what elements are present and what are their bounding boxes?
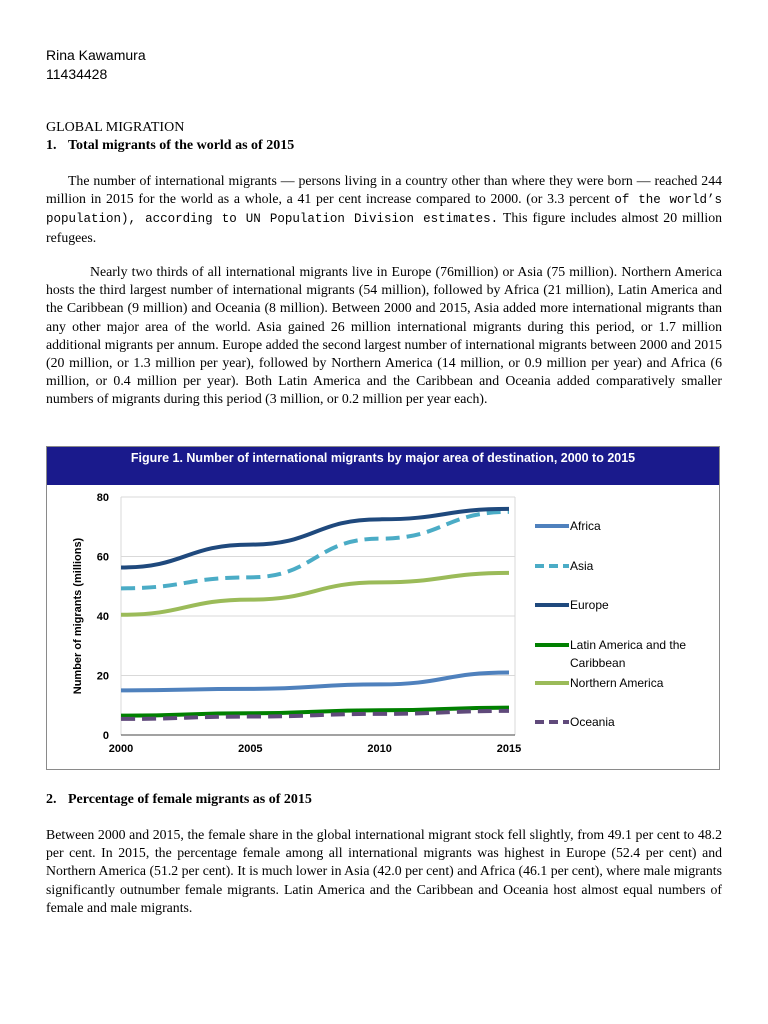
section2-number: 2. <box>46 792 57 807</box>
section1-number: 1. <box>46 138 57 153</box>
line-chart <box>47 485 719 769</box>
section1-paragraph1 <box>46 172 722 247</box>
y-tick-label: 20 <box>96 670 109 683</box>
y-tick-label: 0 <box>102 730 109 742</box>
section1-title: Total migrants of the world as of 2015 <box>68 138 295 153</box>
legend-label-line1: Latin America and the <box>570 638 687 652</box>
x-tick-label: 2005 <box>238 743 263 755</box>
author-block <box>46 46 146 84</box>
section2-paragraph: Between 2000 and 2015, the female share in the global international migrant stock fell slightly, from 49.1 per cent to 48.2 per cent. In 2015, the percentage female among all international migrants was highest in Europe (52.4 per cent) and Northern America (51.2 per cent). It is much lower in Asia (42.0 per cent) and Africa (46.1 per cent), where male migrants significantly outnumber female migrants. Latin America and the Caribbean and Oceania host almost equal numbers of female and male migrants. <box>46 827 722 915</box>
legend-label-line2: Caribbean <box>570 656 626 670</box>
y-tick-label: 60 <box>96 551 109 564</box>
legend-label: Northern America <box>570 676 664 690</box>
x-tick-label: 2000 <box>108 743 134 755</box>
legend-label: Oceania <box>570 715 615 729</box>
paragraph1-text: The number of international migrants — persons living in a country other than where they were born — reached 244 million in 2015 for the world as a whole, a 41 per cent increase compared to 2000. (or 3.3 percent <box>46 173 722 207</box>
section1-heading <box>46 137 294 155</box>
legend-label <box>570 638 686 670</box>
legend-label: Europe <box>570 598 609 612</box>
figure-title: Figure 1. Number of international migrants by major area of destination, 2000 to 2015 <box>130 451 636 465</box>
paragraph1-end-text: This figure includes almost 20 million refugees. <box>46 210 723 245</box>
x-tick-label: 2015 <box>496 743 522 755</box>
series-line-northern-america <box>121 573 509 615</box>
section2-title: Percentage of female migrants as of 2015 <box>68 792 312 807</box>
y-axis-label: Number of migrants (millions) <box>72 537 84 695</box>
y-tick-label: 40 <box>96 611 109 623</box>
author-name: Rina Kawamura <box>46 47 146 63</box>
legend-label: Asia <box>570 559 594 573</box>
x-tick-label: 2010 <box>367 743 392 755</box>
section2-heading <box>46 791 312 809</box>
y-tick-label: 80 <box>96 492 109 504</box>
figure-title-banner <box>47 447 719 485</box>
legend-label: Africa <box>570 519 601 533</box>
section1-paragraph2: Nearly two thirds of all international migrants live in Europe (76million) or Asia (75 million). Northern America hosts the third largest number of international migrants (54 million), followed by Africa (21 million), Latin America and the Caribbean (9 million) and Oceania (8 million). Between 2000 and 2015, Asia added more international migrants than any other major area of the world. Asia gained 26 million international migrants during this period, or 1.7 million additional migrants per annum. Europe added the second largest number of international migrants between 2000 and 2015 (20 million, or 1.3 million per year), followed by Northern America (14 million, or 0.9 million per year) and Africa (6 million, or 0.4 million per year). Both Latin America and the Caribbean and Oceania added comparatively smaller numbers of migrants during this period (3 million, or 0.2 million per year each). <box>46 264 722 407</box>
document-title: GLOBAL MIGRATION <box>46 120 185 135</box>
paragraph1-mono-text: of the world’s population), according to UN Population Division estimates. <box>46 193 722 227</box>
figure-1 <box>46 446 720 770</box>
author-id: 11434428 <box>46 66 108 82</box>
